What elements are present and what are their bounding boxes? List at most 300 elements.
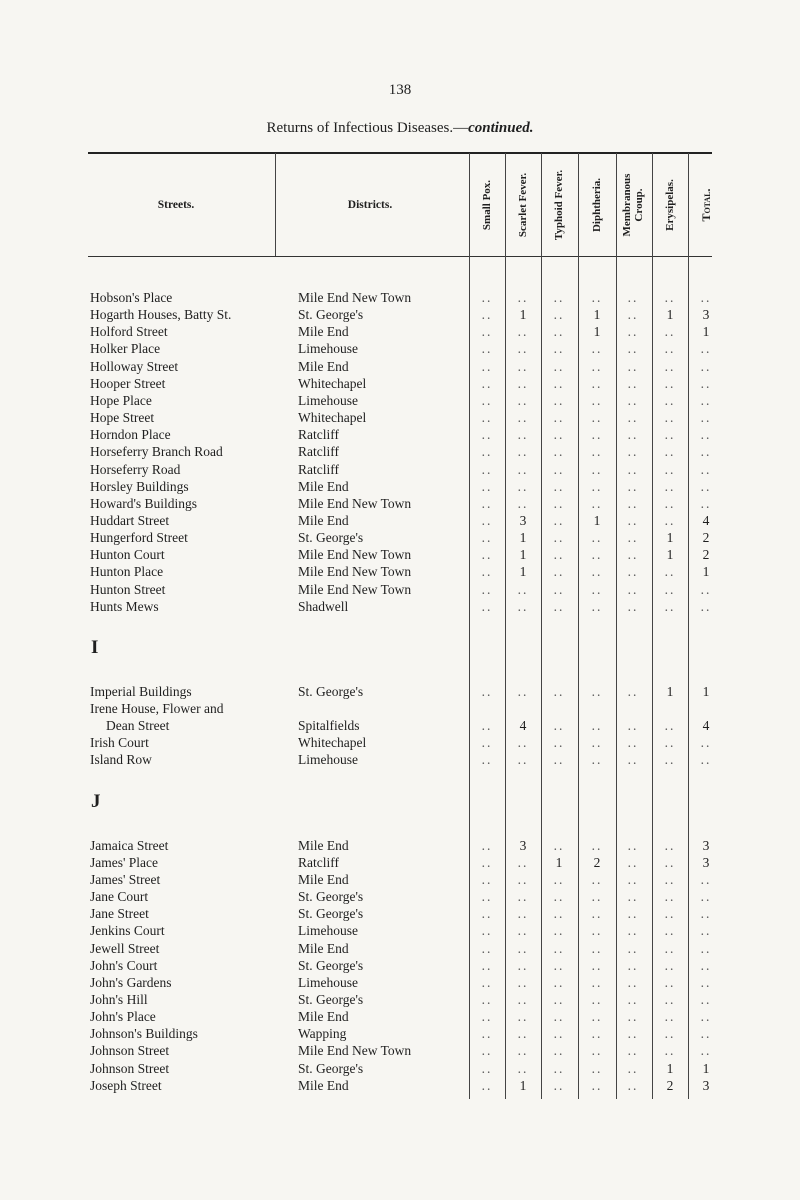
street-name: Island Row [90, 752, 152, 768]
street-name: Horndon Place [90, 427, 171, 443]
value-cell: .. [481, 957, 493, 973]
value-cell: 3 [519, 837, 527, 853]
value-cell: .. [627, 889, 639, 905]
value-cell: .. [627, 290, 639, 305]
value-cell: .. [481, 871, 493, 887]
value-cell: .. [627, 324, 639, 340]
value-cell: .. [591, 461, 603, 477]
value-cell: .. [553, 718, 565, 734]
street-name: James' Place [90, 854, 159, 870]
value-cell: .. [627, 923, 639, 939]
value-cell: .. [517, 581, 529, 597]
value-cell: 1 [519, 564, 527, 580]
value-cell: .. [664, 512, 676, 528]
district-name: St. George's [298, 957, 364, 973]
value-cell: .. [664, 906, 676, 922]
district-name: Limehouse [298, 392, 358, 408]
value-cell: .. [591, 444, 603, 460]
value-cell: .. [481, 461, 493, 477]
district-name: Ratcliff [298, 427, 339, 443]
table-row [0, 375, 800, 392]
value-cell: .. [591, 718, 603, 734]
value-cell: .. [517, 991, 529, 1007]
district-name: Whitechapel [298, 375, 367, 391]
district-name: Mile End New Town [298, 290, 412, 305]
value-cell: .. [664, 1043, 676, 1059]
value-cell: .. [627, 1026, 639, 1042]
value-cell: .. [627, 427, 639, 443]
value-cell: .. [481, 752, 493, 768]
value-cell: 4 [519, 718, 527, 734]
table-row [0, 563, 800, 580]
value-cell: .. [627, 991, 639, 1007]
value-cell: .. [481, 735, 493, 751]
value-cell: .. [627, 837, 639, 853]
value-cell: .. [517, 341, 529, 357]
value-cell: .. [591, 957, 603, 973]
value-cell: 1 [666, 530, 674, 546]
value-cell: 3 [702, 837, 710, 853]
value-cell: 3 [702, 854, 710, 870]
street-name: Jane Street [90, 906, 149, 922]
street-name: Horseferry Branch Road [90, 444, 223, 460]
value-cell: .. [627, 683, 639, 699]
value-cell: .. [700, 290, 712, 305]
value-cell: .. [481, 358, 493, 374]
district-name: Spitalfields [298, 718, 360, 734]
street-name: Hooper Street [90, 375, 166, 391]
value-cell: .. [664, 324, 676, 340]
value-cell: .. [700, 940, 712, 956]
street-name: Hogarth Houses, Batty St. [90, 307, 232, 323]
value-cell: .. [591, 923, 603, 939]
street-name: Imperial Buildings [90, 683, 192, 699]
district-name: Ratcliff [298, 444, 339, 460]
table-row [0, 717, 800, 734]
value-cell: .. [481, 324, 493, 340]
street-name: Irene House, Flower and [90, 701, 224, 716]
value-cell: .. [627, 341, 639, 357]
value-cell: .. [664, 889, 676, 905]
value-cell: 3 [519, 512, 527, 528]
street-name: Howard's Buildings [90, 495, 198, 511]
value-cell: .. [700, 392, 712, 408]
header-bottom-rule [88, 256, 712, 257]
value-cell: .. [553, 512, 565, 528]
value-cell: .. [700, 444, 712, 460]
district-name: Mile End [298, 358, 349, 374]
value-cell: .. [627, 906, 639, 922]
district-name: Whitechapel [298, 735, 367, 751]
value-cell: .. [553, 889, 565, 905]
table-row [0, 683, 800, 700]
value-cell: 3 [702, 307, 710, 323]
value-cell: .. [591, 974, 603, 990]
value-cell: .. [700, 871, 712, 887]
value-cell: .. [591, 358, 603, 374]
value-cell: .. [553, 564, 565, 580]
value-cell: .. [627, 598, 639, 614]
value-cell: .. [627, 530, 639, 546]
value-cell: .. [591, 1077, 603, 1093]
table-row [0, 392, 800, 409]
street-name: Horsley Buildings [90, 478, 189, 494]
value-cell: .. [553, 444, 565, 460]
value-cell: .. [627, 495, 639, 511]
value-cell: .. [553, 923, 565, 939]
street-name: Jewell Street [90, 940, 160, 956]
value-cell: .. [591, 564, 603, 580]
value-cell: .. [664, 991, 676, 1007]
value-cell: .. [517, 598, 529, 614]
value-cell: .. [517, 923, 529, 939]
value-cell: .. [517, 1060, 529, 1076]
value-cell: .. [627, 1009, 639, 1025]
value-cell: .. [553, 358, 565, 374]
value-cell: .. [553, 410, 565, 426]
value-cell: .. [700, 906, 712, 922]
scarlet-fever-header: Scarlet Fever. [517, 172, 529, 238]
table-row [0, 751, 800, 768]
table-row [0, 323, 800, 340]
value-cell: .. [481, 718, 493, 734]
value-cell: .. [700, 598, 712, 614]
value-cell: .. [664, 1009, 676, 1025]
value-cell: .. [664, 974, 676, 990]
street-name: Horseferry Road [90, 461, 181, 477]
district-name: St. George's [298, 991, 364, 1007]
value-cell: .. [553, 392, 565, 408]
table-row [0, 306, 800, 323]
street-name: Holloway Street [90, 358, 179, 374]
value-cell: .. [553, 495, 565, 511]
street-name: Dean Street [106, 718, 170, 734]
value-cell: .. [553, 752, 565, 768]
value-cell: .. [553, 341, 565, 357]
value-cell: .. [700, 957, 712, 973]
value-cell: .. [553, 991, 565, 1007]
street-name: Jane Court [90, 889, 149, 905]
value-cell: .. [481, 290, 493, 305]
title-text: Returns of Infectious Diseases.— [266, 120, 469, 136]
section-letter: J [91, 790, 101, 812]
value-cell: .. [481, 564, 493, 580]
value-cell: .. [481, 1009, 493, 1025]
value-cell: .. [553, 837, 565, 853]
value-cell: 1 [519, 307, 527, 323]
value-cell: .. [517, 889, 529, 905]
value-cell: .. [481, 1077, 493, 1093]
district-name: Mile End [298, 940, 349, 956]
value-cell: .. [517, 444, 529, 460]
value-cell: .. [664, 495, 676, 511]
value-cell: .. [627, 392, 639, 408]
value-cell: .. [627, 735, 639, 751]
diphtheria-header: Diphtheria. [591, 177, 603, 233]
value-cell: .. [517, 375, 529, 391]
value-cell: .. [627, 854, 639, 870]
value-cell: .. [481, 1043, 493, 1059]
value-cell: .. [517, 427, 529, 443]
value-cell: .. [553, 307, 565, 323]
value-cell: .. [553, 940, 565, 956]
value-cell: .. [481, 478, 493, 494]
table-row [0, 1008, 800, 1025]
street-name: Jenkins Court [90, 923, 165, 939]
value-cell: .. [553, 906, 565, 922]
value-cell: .. [664, 410, 676, 426]
value-cell: 2 [702, 547, 710, 563]
value-cell: .. [481, 427, 493, 443]
value-cell: .. [591, 478, 603, 494]
value-cell: .. [591, 341, 603, 357]
value-cell: .. [517, 957, 529, 973]
value-cell: .. [481, 410, 493, 426]
value-cell: .. [591, 889, 603, 905]
value-cell: .. [591, 290, 603, 305]
district-name: Mile End [298, 324, 349, 340]
value-cell: 1 [702, 1060, 710, 1076]
value-cell: 1 [555, 854, 563, 870]
value-cell: .. [700, 341, 712, 357]
value-cell: 2 [702, 530, 710, 546]
value-cell: .. [627, 512, 639, 528]
value-cell: .. [481, 923, 493, 939]
value-cell: 4 [702, 718, 710, 734]
value-cell: 4 [702, 512, 710, 528]
table-row [0, 358, 800, 375]
value-cell: .. [517, 358, 529, 374]
value-cell: .. [591, 375, 603, 391]
table-row [0, 546, 800, 563]
street-name: Joseph Street [90, 1077, 162, 1093]
district-name: Ratcliff [298, 854, 339, 870]
value-cell: .. [627, 375, 639, 391]
value-cell: .. [700, 1043, 712, 1059]
value-cell: .. [627, 871, 639, 887]
district-name: Mile End [298, 1077, 349, 1093]
value-cell: 1 [593, 512, 601, 528]
table-row [0, 461, 800, 478]
value-cell: .. [517, 461, 529, 477]
street-name: John's Gardens [90, 974, 172, 990]
value-cell: .. [553, 581, 565, 597]
table-row [0, 854, 800, 871]
value-cell: .. [664, 427, 676, 443]
value-cell: .. [700, 1009, 712, 1025]
value-cell: .. [481, 854, 493, 870]
value-cell: 1 [519, 530, 527, 546]
value-cell: .. [553, 290, 565, 305]
value-cell: 1 [666, 307, 674, 323]
table-row [0, 581, 800, 598]
street-name: Johnson's Buildings [90, 1026, 198, 1042]
street-name: Johnson Street [90, 1060, 170, 1076]
value-cell: .. [627, 752, 639, 768]
street-name: Hope Street [90, 410, 155, 426]
district-name: St. George's [298, 683, 364, 699]
district-name: St. George's [298, 307, 364, 323]
value-cell: .. [627, 1043, 639, 1059]
value-cell: .. [664, 957, 676, 973]
district-name: St. George's [298, 530, 364, 546]
value-cell: .. [517, 683, 529, 699]
table-row [0, 598, 800, 615]
street-name: John's Court [90, 957, 158, 973]
value-cell: .. [700, 358, 712, 374]
value-cell: .. [481, 392, 493, 408]
value-cell: .. [591, 427, 603, 443]
value-cell: .. [591, 1043, 603, 1059]
value-cell: .. [481, 581, 493, 597]
value-cell: .. [700, 461, 712, 477]
value-cell: .. [627, 564, 639, 580]
membranous-croup-header: Membranous Croup. [621, 173, 645, 237]
street-name: Hunts Mews [90, 598, 159, 614]
value-cell: .. [481, 1026, 493, 1042]
district-name: Limehouse [298, 752, 358, 768]
value-cell: .. [700, 889, 712, 905]
street-header: Streets. [157, 199, 195, 211]
street-name: John's Hill [90, 991, 148, 1007]
title-suffix: continued. [468, 120, 534, 136]
value-cell: .. [481, 598, 493, 614]
value-cell: .. [553, 547, 565, 563]
street-name: Hunton Place [90, 564, 164, 580]
district-name: Mile End New Town [298, 581, 412, 597]
street-name: Hunton Court [90, 547, 165, 563]
value-cell: .. [553, 598, 565, 614]
value-cell: .. [481, 974, 493, 990]
value-cell: .. [481, 495, 493, 511]
value-cell: .. [553, 871, 565, 887]
value-cell: .. [517, 940, 529, 956]
value-cell: .. [700, 752, 712, 768]
value-cell: .. [481, 837, 493, 853]
street-name: Huddart Street [90, 512, 170, 528]
value-cell: .. [481, 547, 493, 563]
table-row [0, 512, 800, 529]
district-name: Limehouse [298, 341, 358, 357]
value-cell: .. [517, 478, 529, 494]
value-cell: .. [700, 495, 712, 511]
value-cell: .. [627, 547, 639, 563]
value-cell: .. [664, 444, 676, 460]
value-cell: 2 [593, 854, 601, 870]
value-cell: .. [553, 735, 565, 751]
value-cell: .. [700, 974, 712, 990]
table-row [0, 426, 800, 443]
value-cell: 1 [702, 683, 710, 699]
total-header: Total. [699, 188, 713, 222]
typhoid-fever-header: Typhoid Fever. [553, 169, 565, 241]
value-cell: .. [591, 1026, 603, 1042]
value-cell: .. [627, 410, 639, 426]
value-cell: .. [664, 752, 676, 768]
table-row [0, 871, 800, 888]
district-name: Wapping [298, 1026, 347, 1042]
value-cell: .. [553, 324, 565, 340]
value-cell: .. [664, 375, 676, 391]
table-row [0, 888, 800, 905]
street-name: James' Street [90, 871, 161, 887]
value-cell: .. [700, 427, 712, 443]
value-cell: .. [591, 837, 603, 853]
street-name: Irish Court [90, 735, 149, 751]
table-row [0, 734, 800, 751]
value-cell: .. [591, 735, 603, 751]
value-cell: .. [664, 735, 676, 751]
value-cell: .. [627, 940, 639, 956]
value-cell: .. [591, 991, 603, 1007]
value-cell: .. [481, 444, 493, 460]
table-row [0, 340, 800, 357]
value-cell: .. [481, 991, 493, 1007]
document-title [0, 120, 800, 137]
table-row [0, 443, 800, 460]
value-cell: .. [664, 837, 676, 853]
value-cell: .. [481, 940, 493, 956]
value-cell: .. [481, 1060, 493, 1076]
value-cell: .. [517, 410, 529, 426]
value-cell: .. [700, 735, 712, 751]
value-cell: .. [664, 581, 676, 597]
value-cell: .. [517, 974, 529, 990]
value-cell: .. [664, 358, 676, 374]
district-name: St. George's [298, 889, 364, 905]
value-cell: .. [700, 375, 712, 391]
table-row [0, 289, 800, 306]
table-row [0, 974, 800, 991]
value-cell: .. [591, 547, 603, 563]
value-cell: .. [481, 889, 493, 905]
value-cell: .. [517, 854, 529, 870]
value-cell: .. [591, 871, 603, 887]
value-cell: .. [517, 1043, 529, 1059]
value-cell: .. [591, 410, 603, 426]
value-cell: .. [700, 1026, 712, 1042]
district-name: Mile End [298, 871, 349, 887]
value-cell: .. [591, 598, 603, 614]
street-name: Jamaica Street [90, 837, 169, 853]
page-number: 138 [388, 82, 412, 98]
header-top-rule [88, 152, 712, 154]
value-cell: .. [481, 530, 493, 546]
value-cell: 1 [593, 307, 601, 323]
value-cell: .. [700, 923, 712, 939]
value-cell: .. [591, 752, 603, 768]
value-cell: .. [517, 871, 529, 887]
table-row [0, 700, 800, 717]
section-letter: I [91, 636, 99, 658]
value-cell: .. [517, 324, 529, 340]
street-name: Hungerford Street [90, 530, 188, 546]
value-cell: .. [664, 923, 676, 939]
value-cell: 1 [666, 683, 674, 699]
value-cell: .. [627, 974, 639, 990]
table-row [0, 837, 800, 854]
value-cell: .. [700, 581, 712, 597]
table-row [0, 478, 800, 495]
value-cell: .. [553, 461, 565, 477]
street-name: Holford Street [90, 324, 168, 340]
value-cell: .. [591, 1009, 603, 1025]
value-cell: 1 [519, 547, 527, 563]
value-cell: 1 [702, 324, 710, 340]
district-name: Mile End [298, 478, 349, 494]
value-cell: .. [627, 957, 639, 973]
value-cell: .. [481, 683, 493, 699]
